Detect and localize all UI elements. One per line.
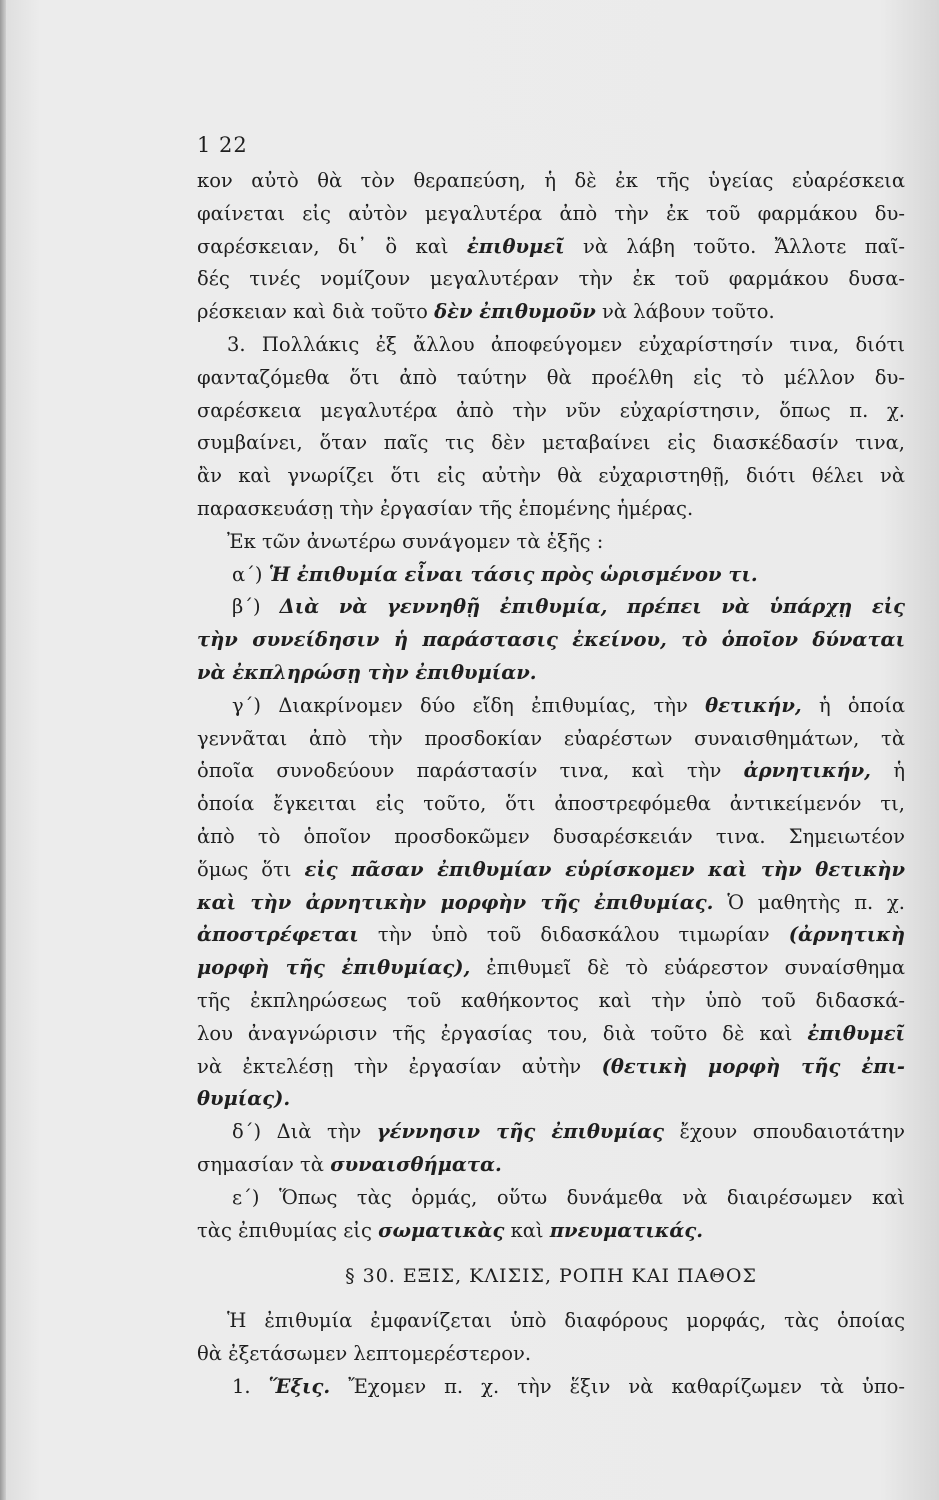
emphasis: (θετικὴ μορφὴ τῆς ἐπι- [601, 1054, 905, 1078]
page-number: 1 22 [197, 133, 248, 157]
text-line: α΄) Ἡ ἐπιθυμία εἶναι τάσις πρὸς ὡρισμένον τι. [232, 562, 758, 586]
emphasis: μορφὴ τῆς ἐπιθυμίας), [197, 956, 471, 980]
emphasis: Ἡ ἐπιθυμία εἶναι τάσις πρὸς ὡρισμένον τι. [268, 562, 758, 586]
emphasis: θυμίας). [197, 1087, 291, 1111]
emphasis: νὰ ἐκπληρώσῃ τὴν ἐπιθυμίαν. [197, 660, 537, 684]
text-line: φαίνεται εἰς αὐτὸν μεγαλυτέρα ἀπὸ τὴν ἐκ τοῦ φαρμάκου δυ- [197, 201, 905, 225]
emphasis: σωματικὰς [378, 1218, 505, 1242]
text-line: σημασίαν τὰ συναισθήματα. [197, 1152, 502, 1176]
text-line: κον αὐτὸ θὰ τὸν θεραπεύση, ἡ δὲ ἐκ τῆς ὑγείας εὐαρέσκεια [197, 169, 905, 192]
text-line: γ΄) Διακρίνομεν δύο εἴδη ἐπιθυμίας, τὴν θετικήν, ἡ ὁποία [232, 693, 906, 717]
page-edge-shadow [0, 0, 6, 1500]
text-line: τὰς ἐπιθυμίας εἰς σωματικὰς καὶ πνευματικάς. [197, 1218, 704, 1242]
text-line: ρέσκειαν καὶ διὰ τοῦτο δὲν ἐπιθυμοῦν νὰ λάβουν τοῦτο. [197, 300, 775, 324]
emphasis: πνευματικάς. [549, 1218, 704, 1242]
text-line: 1. Ἕξις. Ἔχομεν π. χ. τὴν ἕξιν νὰ καθαρίζωμεν τὰ ὑπο- [232, 1374, 906, 1398]
emphasis: δὲν ἐπιθυμοῦν [434, 300, 596, 324]
text-line: Ἡ ἐπιθυμία ἐμφανίζεται ὑπὸ διαφόρους μορφάς, τὰς ὁποίας [227, 1309, 905, 1333]
text-line: τῆς ἐκπληρώσεως τοῦ καθήκοντος καὶ τὴν ὑπὸ τοῦ διδασκά- [197, 988, 905, 1012]
text-line: σαρέσκειαν, δι᾽ ὃ καὶ ἐπιθυμεῖ νὰ λάβη τοῦτο. Ἄλλοτε παῖ- [197, 234, 905, 258]
emphasis: συναισθήματα. [330, 1152, 502, 1176]
emphasis: θετικήν, [705, 693, 802, 717]
emphasis: Ἕξις. [268, 1374, 331, 1398]
text-line: ὁποῖα συνοδεύουν παράστασίν τινα, καὶ τὴν ἀρνητικήν, ἡ [197, 759, 905, 783]
emphasis: γέννησιν τῆς ἐπιθυμίας [376, 1120, 665, 1144]
text-line: μορφὴ τῆς ἐπιθυμίας), ἐπιθυμεῖ δὲ τὸ εὐάρεστον συναίσθημα [197, 956, 905, 980]
emphasis: ἀρνητικήν, [743, 759, 871, 783]
emphasis: (ἀρνητικὴ [788, 923, 906, 947]
section-heading: § 30. ΕΞΙΣ, ΚΛΙΣΙΣ, ΡΟΠΗ ΚΑΙ ΠΑΘΟΣ [345, 1265, 757, 1288]
emphasis: ἀποστρέφεται [197, 923, 359, 947]
text-line: λου ἀναγνώρισιν τῆς ἐργασίας του, διὰ τοῦτο δὲ καὶ ἐπιθυμεῖ [197, 1021, 905, 1045]
text-line: σαρέσκεια μεγαλυτέρα ἀπὸ τὴν νῦν εὐχαρίστησιν, ὅπως π. χ. [197, 398, 905, 422]
text-line: ὁποία ἔγκειται εἰς τοῦτο, ὅτι ἀποστρεφόμεθα ἀντικείμενόν τι, [197, 792, 905, 816]
emphasis: καὶ τὴν ἀρνητικὴν μορφὴν τῆς ἐπιθυμίας. [197, 890, 714, 914]
text-line: Ἐκ τῶν ἀνωτέρω συνάγομεν τὰ ἑξῆς : [227, 529, 604, 553]
emphasis: ἐπιθυμεῖ [466, 234, 565, 258]
text-line [197, 1083, 905, 1116]
emphasis: ἐπιθυμεῖ [807, 1021, 905, 1045]
text-line: ὅμως ὅτι εἰς πᾶσαν ἐπιθυμίαν εὑρίσκομεν καὶ τὴν θετικὴν [197, 857, 906, 881]
text-line: θὰ ἐξετάσωμεν λεπτομερέστερον. [197, 1342, 532, 1366]
text-line: δ΄) Διὰ τὴν γέννησιν τῆς ἐπιθυμίας ἔχουν σπουδαιοτάτην [232, 1120, 905, 1144]
text-line [197, 657, 905, 690]
text-line: ε΄) Ὅπως τὰς ὁρμάς, οὕτω δυνάμεθα νὰ διαιρέσωμεν καὶ [232, 1185, 905, 1209]
emphasis: τὴν συνείδησιν ἡ παράστασις ἐκείνου, τὸ ὁποῖον δύναται [197, 628, 905, 652]
text-line: ἀποστρέφεται τὴν ὑπὸ τοῦ διδασκάλου τιμωρίαν (ἀρνητικὴ [197, 923, 906, 947]
text-line: δές τινές νομίζουν μεγαλυτέραν τὴν ἐκ τοῦ φαρμάκου δυσα- [197, 267, 905, 291]
text-line: 3. Πολλάκις ἐξ ἄλλου ἀποφεύγομεν εὐχαρίστησίν τινα, διότι [227, 332, 905, 356]
text-line [197, 624, 905, 657]
text-line: γεννᾶται ἀπὸ τὴν προσδοκίαν εὐαρέστων συναισθημάτων, τὰ [197, 726, 905, 750]
text-line: καὶ τὴν ἀρνητικὴν μορφὴν τῆς ἐπιθυμίας. Ὁ μαθητὴς π. χ. [197, 890, 906, 914]
emphasis: εἰς πᾶσαν ἐπιθυμίαν εὑρίσκομεν καὶ τὴν θετικὴν [304, 857, 906, 881]
text-line: ἂν καὶ γνωρίζει ὅτι εἰς αὐτὴν θὰ εὐχαριστηθῇ, διότι θέλει νὰ [197, 464, 905, 488]
text-line: παρασκευάσῃ τὴν ἐργασίαν τῆς ἑπομένης ἡμέρας. [197, 496, 694, 520]
text-line: συμβαίνει, ὅταν παῖς τις δὲν μεταβαίνει εἰς διασκέδασίν τινα, [197, 431, 905, 455]
page-body [197, 165, 905, 1404]
text-line: ἀπὸ τὸ ὁποῖον προσδοκῶμεν δυσαρέσκειάν τινα. Σημειωτέον [197, 824, 905, 848]
text-line: φανταζόμεθα ὅτι ἀπὸ ταύτην θὰ προέλθη εἰς τὸ μέλλον δυ- [197, 365, 905, 389]
text-line: β΄) Διὰ νὰ γεννηθῇ ἐπιθυμία, πρέπει νὰ ὑπάρχῃ εἰς [232, 595, 905, 619]
emphasis: Διὰ νὰ γεννηθῇ ἐπιθυμία, πρέπει νὰ ὑπάρχῃ εἰς [279, 595, 905, 619]
text-line: νὰ ἐκτελέσῃ τὴν ἐργασίαν αὐτὴν (θετικὴ μορφὴ τῆς ἐπι- [197, 1054, 905, 1078]
